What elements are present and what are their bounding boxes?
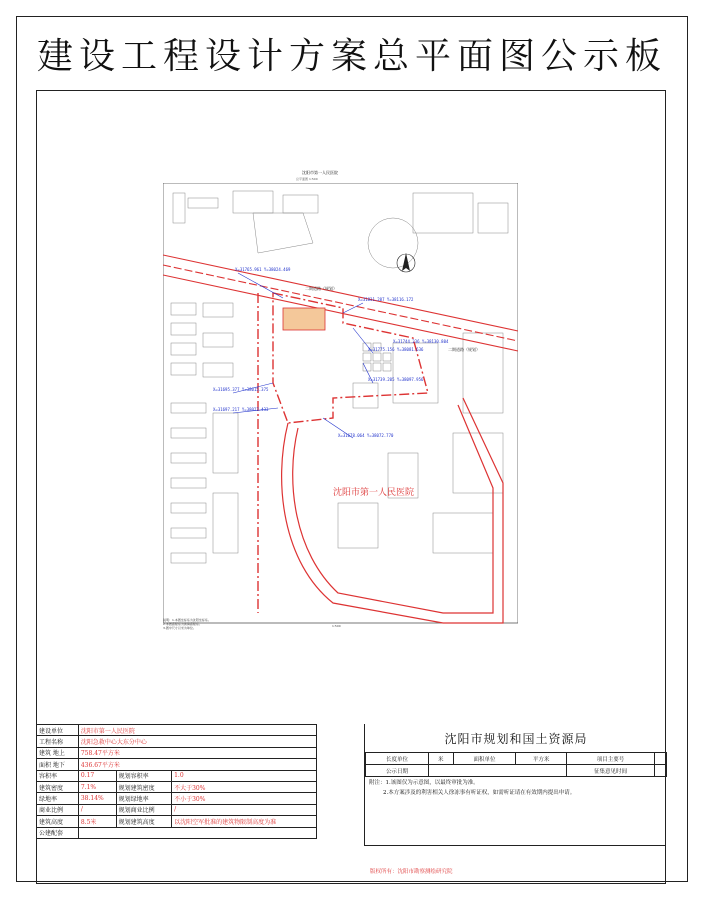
page-title: 建设工程设计方案总平面图公示板 <box>36 36 667 77</box>
coord-label: X=31744.236 Y=38130.804 <box>393 339 449 344</box>
road-label-1: 二期道路（规划） <box>305 286 337 291</box>
project-info-table <box>36 724 317 839</box>
bureau-box <box>364 724 666 846</box>
table-row: 容积率 0.17 规划容积率 1.0 <box>37 770 317 781</box>
table-row: 绿地率 38.14% 规划绿地率 不小于30% <box>37 793 317 804</box>
coord-label: X=31739.205 Y=38097.956 <box>368 377 424 382</box>
map-title: 沈阳市第一人民医院 <box>302 170 338 175</box>
map-scale-label: 1:500 <box>332 624 341 628</box>
table-row: 工程名称 沈阳急救中心大东分中心 <box>37 736 317 747</box>
coord-label: X=31695.377 Y=38015.375 <box>213 387 269 392</box>
coord-label: X=31831.287 Y=38116.172 <box>358 297 414 302</box>
coord-label: X=31765.961 Y=38024.469 <box>235 267 291 272</box>
copyright-text: 版权所有：沈阳市勘察测绘研究院 <box>370 869 453 875</box>
table-row: 公示日期 征集意见时间 <box>366 765 667 777</box>
map-notes: 说明：1.本图坐标系为沈阳坐标系。 2.本图高程系为黄海高程系。 3.图中尺寸以米为单位。 <box>163 618 211 630</box>
table-row: 面积 地下 436.67平方米 <box>37 759 317 770</box>
bureau-notes: 附注：1.该图仅为示意图，以最终审批为准。 2.本方案涉及的利害相关人徐冻事有听证权，如需听证请在有效期内提出申请。 <box>369 780 576 796</box>
coord-label: X=31775.156 Y=38081.636 <box>368 347 424 352</box>
coord-label: X=31697.217 Y=38027.433 <box>213 407 269 412</box>
table-row: 长度单位 米 面积单位 平方米 项目主要号 <box>366 753 667 765</box>
site-plan-map <box>163 183 518 633</box>
hospital-label: 沈阳市第一人民医院 <box>333 488 415 498</box>
table-row: 建筑高度 8.5米 规划建筑高度 以沈阳空军批准的建筑物限制高度为准 <box>37 816 317 827</box>
table-row: 建设单位 沈阳市第一人民医院 <box>37 725 317 736</box>
table-row: 商业比例 / 规划商业比例 / <box>37 804 317 815</box>
bureau-sign-table <box>365 752 667 777</box>
bureau-name: 沈阳市规划和国土资源局 <box>444 732 588 746</box>
table-row: 建筑密度 7.1% 规划建筑密度 不大于30% <box>37 781 317 792</box>
map-subtitle: 总平面图 1:500 <box>296 177 318 181</box>
table-row: 公建配套 <box>37 827 317 838</box>
coord-label: X=31678.064 Y=38072.770 <box>338 433 394 438</box>
table-row: 建筑 地上 758.47平方米 <box>37 747 317 758</box>
road-label-2: 二期道路（规划） <box>448 347 480 352</box>
